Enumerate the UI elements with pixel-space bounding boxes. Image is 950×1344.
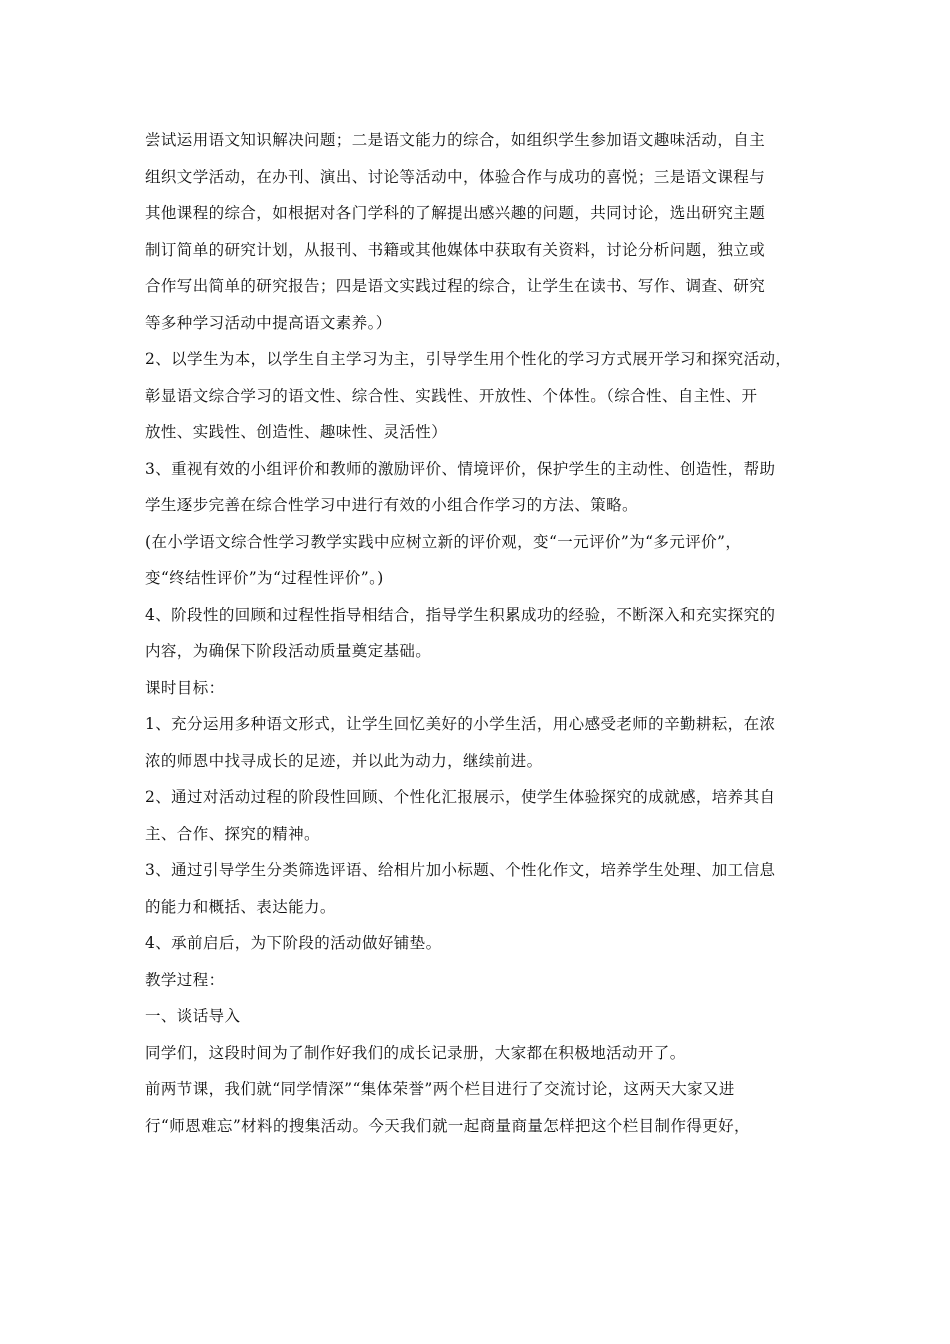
text-line: 组织文学活动，在办刊、演出、讨论等活动中，体验合作与成功的喜悦；三是语文课程与 — [145, 167, 766, 186]
text-line: 尝试运用语文知识解决问题；二是语文能力的综合，如组织学生参加语文趣味活动，自主 — [145, 131, 766, 149]
text-line: 课时目标： — [145, 678, 225, 697]
paragraph — [145, 597, 815, 670]
paragraph — [145, 1035, 815, 1072]
paragraph — [145, 925, 815, 962]
paragraph — [145, 524, 815, 597]
text-line: 等多种学习活动中提高语文素养。） — [145, 313, 392, 332]
text-line: 放性、实践性、创造性、趣味性、灵活性） — [145, 423, 448, 441]
text-line: (在小学语文综合性学习教学实践中应树立新的评价观，变“一元评价”为“多元评价”， — [145, 532, 742, 551]
paragraph — [145, 122, 815, 341]
paragraph — [145, 779, 815, 852]
text-line: 4、承前启后，为下阶段的活动做好铺垫。 — [145, 934, 442, 952]
text-line: 的能力和概括、表达能力。 — [145, 897, 336, 916]
paragraph — [145, 706, 815, 779]
text-line: 3、通过引导学生分类筛选评语、给相片加小标题、个性化作文，培养学生处理、加工信息 — [145, 861, 776, 879]
paragraph — [145, 1071, 815, 1144]
text-line: 3、重视有效的小组评价和教师的激励评价、情境评价，保护学生的主动性、创造性，帮助 — [145, 459, 776, 478]
text-line: 2、以学生为本，以学生自主学习为主，引导学生用个性化的学习方式展开学习和探究活动， — [145, 350, 792, 368]
text-line: 行“师恩难忘”材料的搜集活动。今天我们就一起商量商量怎样把这个栏目制作得更好， — [145, 1116, 750, 1135]
text-line: 制订简单的研究计划，从报刊、书籍或其他媒体中获取有关资料，讨论分析问题，独立或 — [145, 240, 766, 259]
document-body — [145, 122, 815, 1144]
paragraph — [145, 341, 815, 451]
paragraph — [145, 962, 815, 999]
text-line: 内容，为确保下阶段活动质量奠定基础。 — [145, 642, 432, 660]
text-line: 4、阶段性的回顾和过程性指导相结合，指导学生积累成功的经验，不断深入和充实探究的 — [145, 605, 776, 624]
text-line: 合作写出简单的研究报告；四是语文实践过程的综合，让学生在读书、写作、调查、研究 — [145, 277, 766, 295]
text-line: 其他课程的综合，如根据对各门学科的了解提出感兴趣的问题，共同讨论，选出研究主题 — [145, 204, 766, 222]
text-line: 2、通过对活动过程的阶段性回顾、个性化汇报展示，使学生体验探究的成就感，培养其自 — [145, 788, 776, 806]
text-line: 变“终结性评价”为“过程性评价”。) — [145, 569, 384, 587]
text-line: 一、谈话导入 — [145, 1007, 241, 1025]
text-line: 同学们，这段时间为了制作好我们的成长记录册，大家都在积极地活动开了。 — [145, 1043, 686, 1062]
paragraph — [145, 451, 815, 524]
text-line: 主、合作、探究的精神。 — [145, 824, 320, 843]
text-line: 浓的师恩中找寻成长的足迹，并以此为动力，继续前进。 — [145, 751, 543, 770]
paragraph — [145, 670, 815, 707]
text-line: 教学过程： — [145, 970, 225, 989]
paragraph — [145, 998, 815, 1035]
text-line: 前两节课，我们就“同学情深”“集体荣誉”两个栏目进行了交流讨论，这两天大家又进 — [145, 1080, 735, 1098]
text-line: 彰显语文综合学习的语文性、综合性、实践性、开放性、个体性。（综合性、自主性、开 — [145, 386, 758, 405]
text-line: 1、充分运用多种语文形式，让学生回忆美好的小学生活，用心感受老师的辛勤耕耘，在浓 — [145, 715, 776, 733]
text-line: 学生逐步完善在综合性学习中进行有效的小组合作学习的方法、策略。 — [145, 496, 638, 514]
paragraph — [145, 852, 815, 925]
